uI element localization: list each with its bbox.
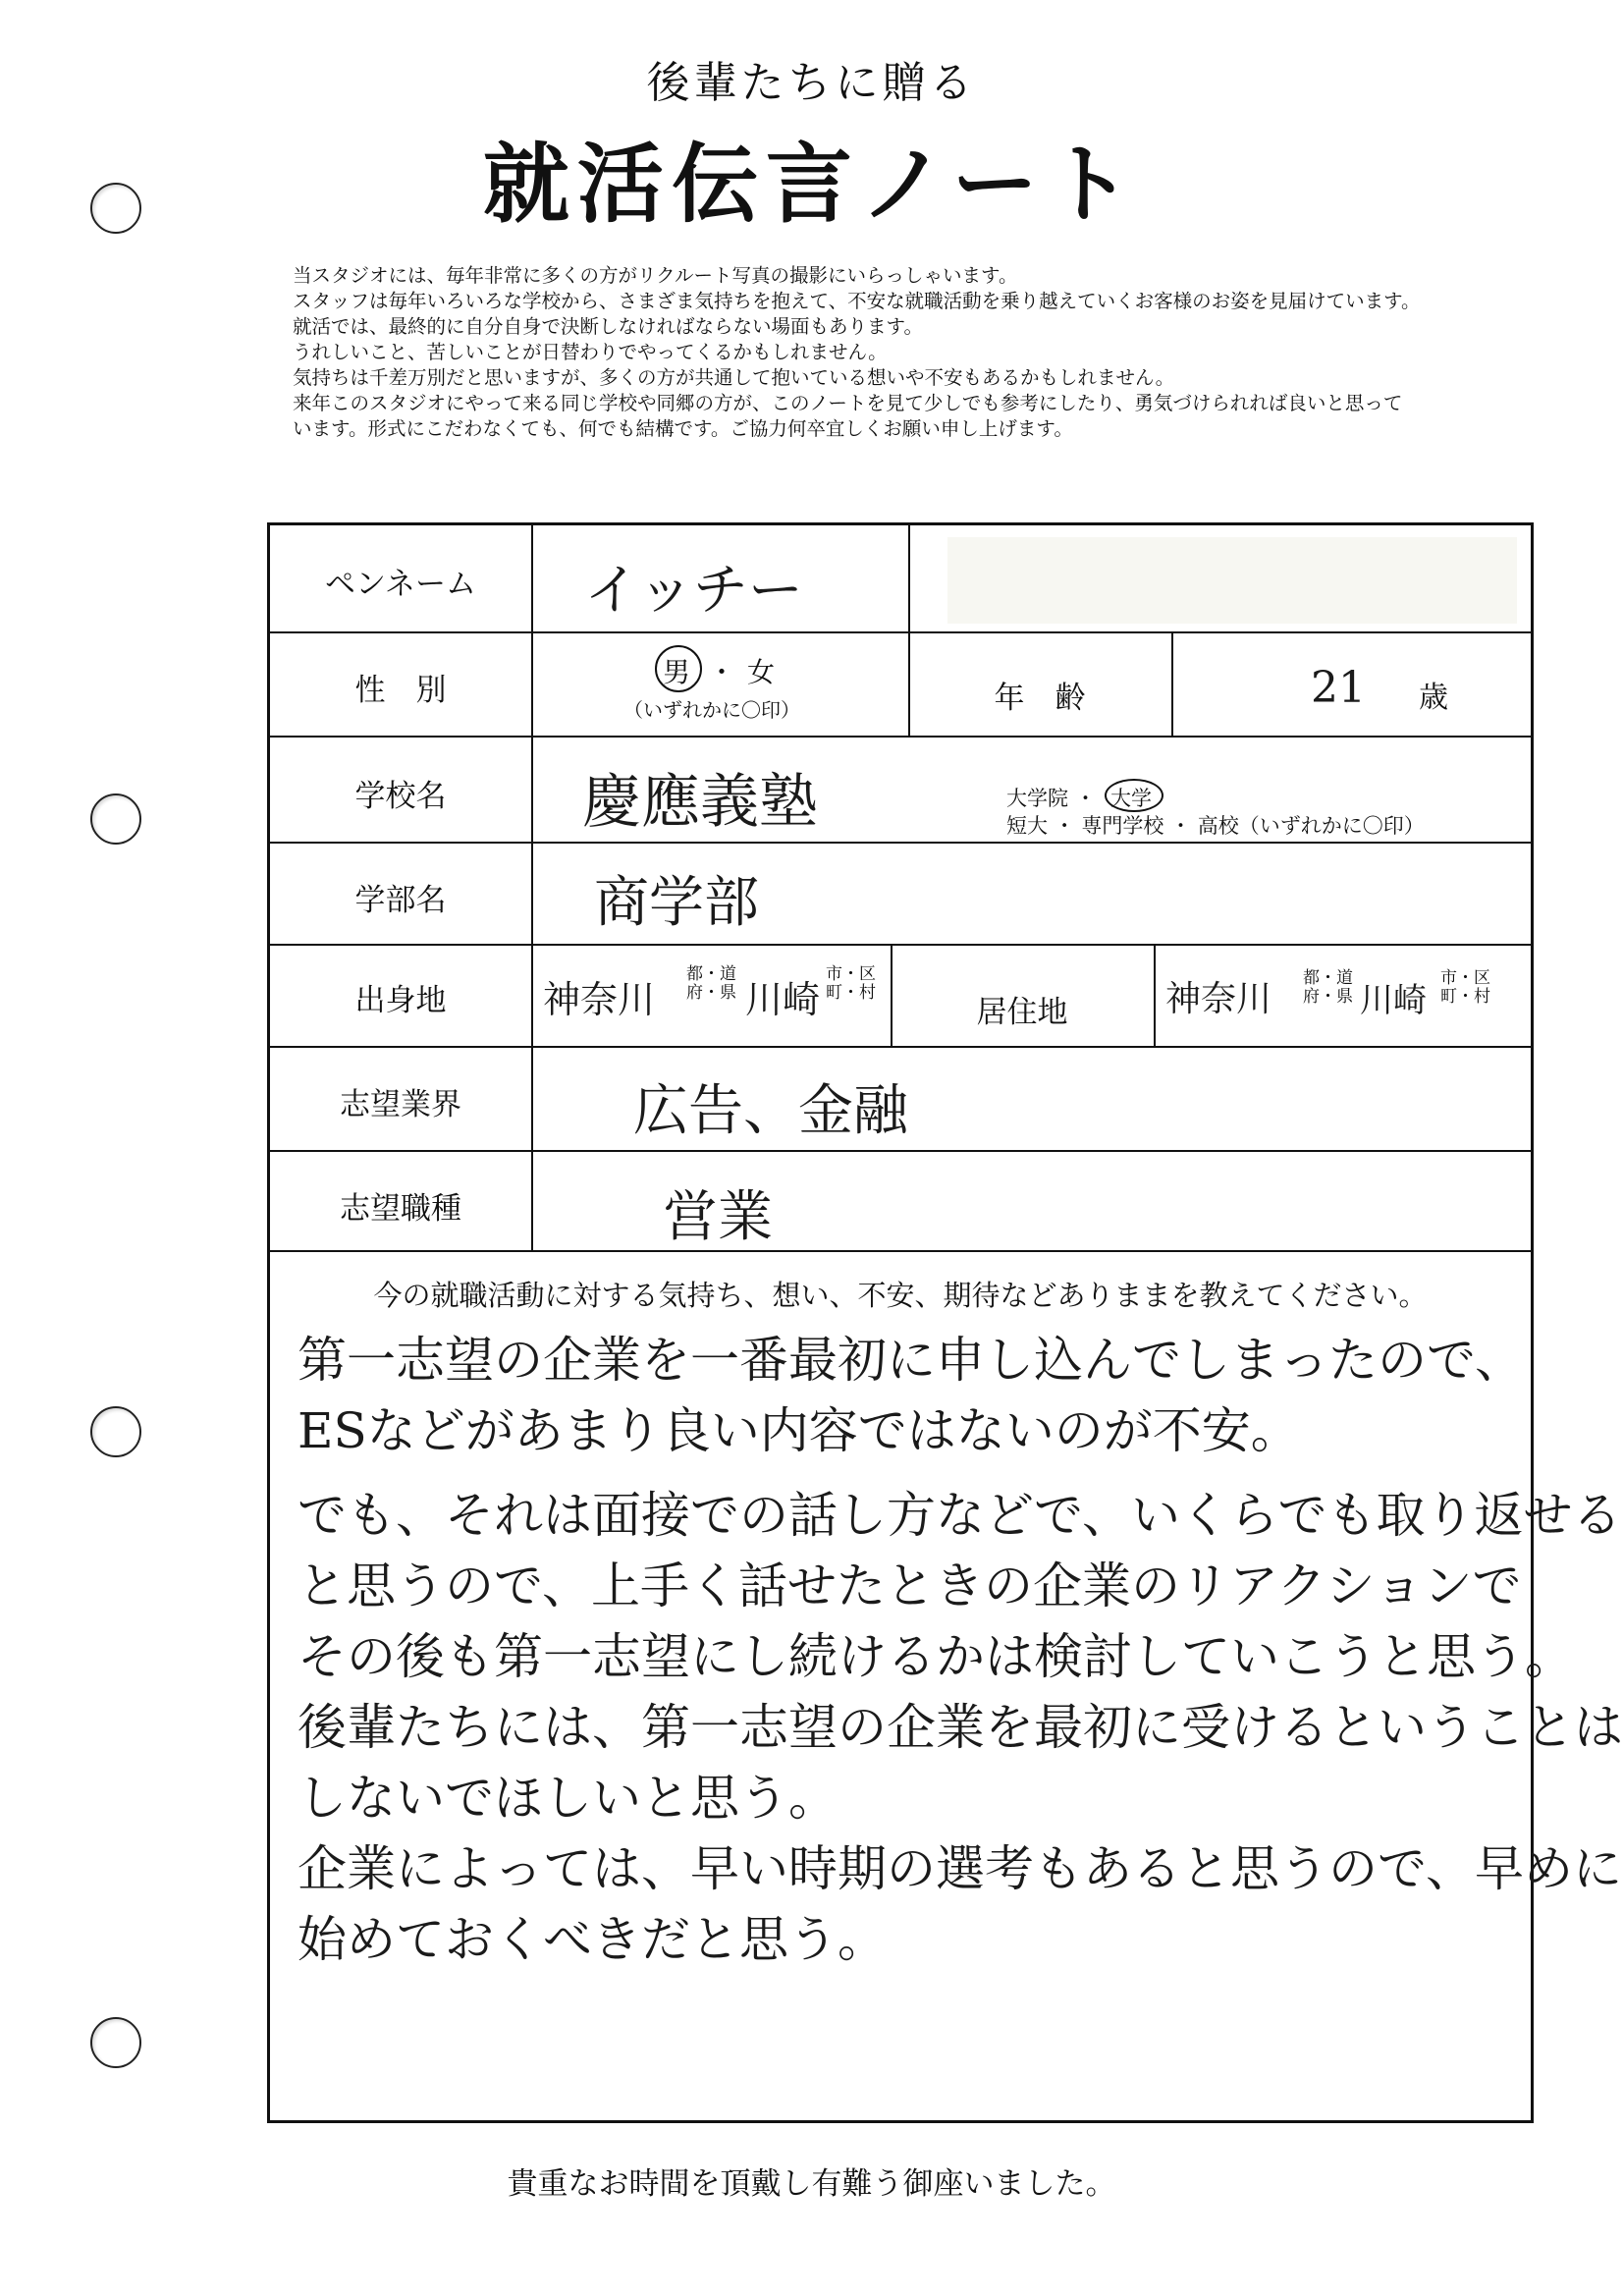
- column-divider: [908, 525, 910, 631]
- residence-label: 居住地: [976, 995, 1068, 1030]
- school-value: 慶應義塾: [582, 768, 818, 837]
- answer-line: 始めておくべきだと思う。: [298, 1911, 887, 1968]
- intro-line: います。形式にこだわなくても、何でも結構です。ご協力何卒宜しくお願い申し上げます。: [293, 417, 1073, 440]
- school-options-line2: 短大 ・ 専門学校 ・ 高校（いずれかに〇印）: [1006, 814, 1425, 838]
- faculty-value: 商学部: [594, 871, 759, 935]
- answer-line: でも、それは面接での話し方などで、いくらでも取り返せる: [298, 1487, 1622, 1544]
- row-divider: [270, 631, 1531, 633]
- intro-text: [293, 263, 1608, 442]
- closing-message: 貴重なお時間を頂戴し有難う御座いました。: [507, 2166, 1116, 2202]
- school-option-separator: ・: [1075, 787, 1096, 810]
- answer-line: 企業によっては、早い時期の選考もあると思うので、早めに: [298, 1840, 1622, 1897]
- column-divider: [1154, 944, 1156, 1046]
- hometown-city: 川崎: [745, 978, 821, 1021]
- age-value: 21: [1311, 663, 1366, 713]
- hometown-prefecture: 神奈川: [543, 978, 656, 1021]
- intro-line: うれしいこと、苦しいことが日替わりでやってくるかもしれません。: [293, 341, 888, 363]
- school-label: 学校名: [354, 779, 447, 814]
- hometown-label: 出身地: [354, 983, 447, 1018]
- answer-line: と思うので、上手く話せたときの企業のリアクションで: [298, 1558, 1522, 1614]
- intro-line: 当スタジオには、毎年非常に多くの方がリクルート写真の撮影にいらっしゃいます。: [293, 264, 1018, 287]
- hometown-city-units: 市・区 町・村: [826, 964, 876, 1003]
- row-divider: [270, 736, 1531, 738]
- age-unit: 歳: [1419, 681, 1448, 715]
- age-label: 年 齢: [994, 681, 1086, 716]
- gender-note: （いずれかに〇印）: [623, 698, 800, 722]
- questionnaire-form: [267, 522, 1623, 2123]
- intro-line: 来年このスタジオにやって来る同じ学校や同郷の方が、このノートを見て少しでも参考にしたり、勇気づけられれば良いと思って: [293, 392, 1403, 414]
- residence-city-units: 市・区 町・村: [1440, 968, 1490, 1007]
- label-column-divider: [531, 525, 533, 1250]
- faculty-label: 学部名: [354, 883, 447, 918]
- answer-line: 第一志望の企業を一番最初に申し込んでしまったので、: [298, 1332, 1524, 1389]
- job-label: 志望職種: [340, 1191, 461, 1227]
- row-divider: [270, 944, 1531, 946]
- residence-prefecture: 神奈川: [1165, 979, 1272, 1019]
- school-option-university: 大学: [1110, 787, 1152, 810]
- binder-hole-3: [90, 1406, 141, 1457]
- redacted-area: [947, 537, 1517, 624]
- hometown-pref-units: 都・道 府・県: [686, 964, 736, 1003]
- pen-name-value: イッチー: [584, 559, 803, 623]
- residence-pref-units: 都・道 府・県: [1303, 968, 1353, 1007]
- binder-hole-2: [90, 793, 141, 845]
- job-value: 営業: [663, 1185, 773, 1249]
- answer-line: ESなどがあまり良い内容ではないのが不安。: [298, 1402, 1300, 1459]
- intro-line: スタッフは毎年いろいろな学校から、さまざま気持ちを抱えて、不安な就職活動を乗り越えていくお客様のお姿を見届けています。: [293, 290, 1421, 312]
- industry-value: 広告、金融: [633, 1079, 908, 1143]
- page-title: 就活伝言ノート: [482, 134, 1141, 235]
- row-divider: [270, 1250, 1531, 1252]
- free-answer-prompt: 今の就職活動に対する気持ち、想い、不安、期待などありままを教えてください。: [373, 1279, 1428, 1312]
- gender-male-option: 男: [663, 656, 691, 688]
- gender-female-option: 女: [747, 656, 776, 688]
- pen-name-label: ペンネーム: [324, 567, 477, 602]
- row-divider: [270, 1150, 1531, 1152]
- intro-line: 就活では、最終的に自分自身で決断しなければならない場面もあります。: [293, 315, 923, 338]
- industry-label: 志望業界: [340, 1087, 461, 1122]
- row-divider: [270, 1046, 1531, 1048]
- gender-separator: ・: [708, 656, 736, 688]
- page-subtitle: 後輩たちに贈る: [646, 58, 977, 108]
- school-option-graduate: 大学院: [1006, 787, 1068, 810]
- answer-line: しないでほしいと思う。: [298, 1770, 838, 1827]
- answer-line: 後輩たちには、第一志望の企業を最初に受けるということは: [298, 1699, 1623, 1756]
- gender-label: 性 別: [354, 673, 447, 708]
- column-divider: [1171, 631, 1173, 736]
- answer-line: その後も第一志望にし続けるかは検討していこうと思う。: [298, 1628, 1574, 1685]
- free-answer-text: [298, 1331, 1623, 1981]
- intro-line: 気持ちは千差万別だと思いますが、多くの方が共通して抱いている想いや不安もあるかもしれません。: [293, 366, 1175, 389]
- binder-hole-4: [90, 2017, 141, 2068]
- row-divider: [270, 842, 1531, 844]
- residence-city: 川崎: [1360, 981, 1427, 1020]
